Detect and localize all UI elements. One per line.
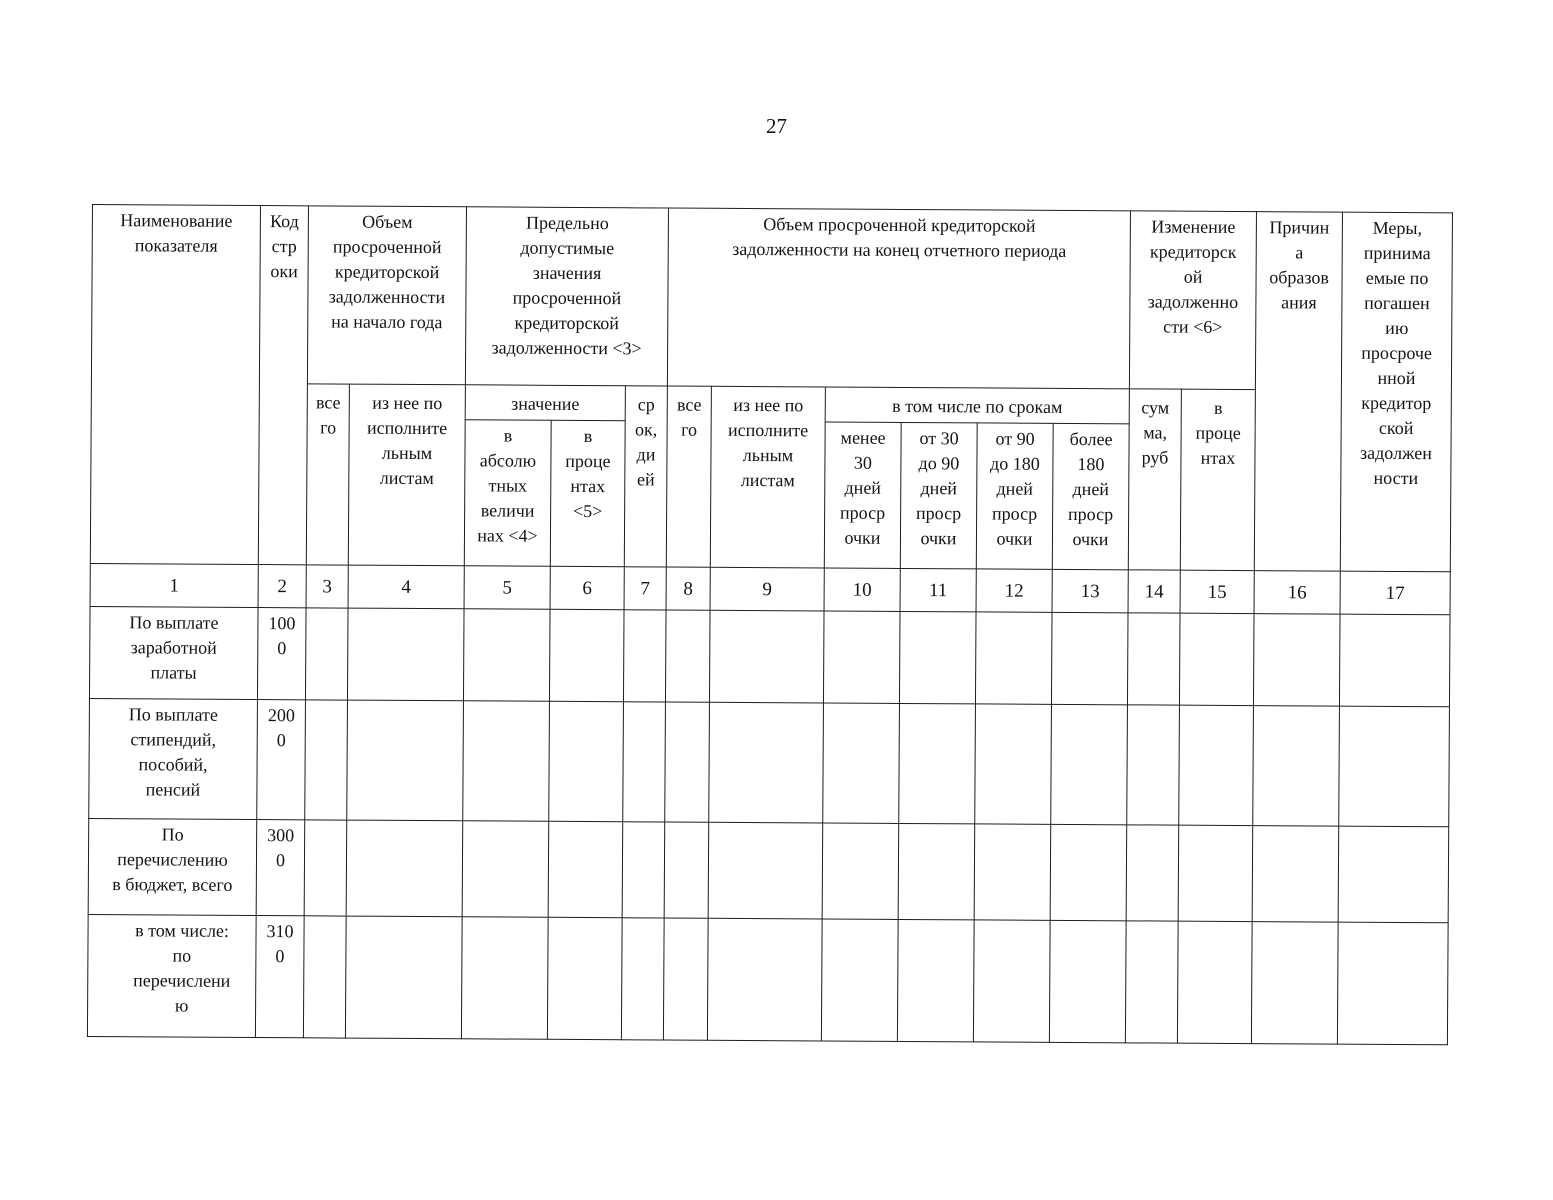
- table-row: [89, 698, 1450, 826]
- empty-cell: [897, 919, 974, 1041]
- empty-cell: [461, 917, 548, 1040]
- empty-cell: [1339, 614, 1450, 707]
- empty-cell: [823, 703, 900, 823]
- header-limit-values: Предельно допустимые значения просроченной кредиторской задолженности <3>: [465, 207, 668, 386]
- column-number: 7: [624, 567, 666, 610]
- empty-cell: [823, 611, 900, 703]
- empty-cell: [346, 820, 463, 917]
- row-name: По выплате заработной платы: [89, 606, 258, 699]
- empty-cell: [1253, 614, 1340, 707]
- row-code: 100 0: [257, 608, 306, 700]
- column-number: 12: [976, 569, 1052, 612]
- empty-cell: [1253, 706, 1340, 827]
- empty-cell: [1179, 613, 1254, 705]
- column-number: 6: [550, 566, 624, 609]
- header-30-90-days: от 30 до 90 дней проср очки: [900, 422, 977, 568]
- column-number: 16: [1254, 571, 1340, 615]
- header-change: Изменение кредиторск ой задолженно сти <6>: [1129, 211, 1256, 390]
- header-total-start: все го: [306, 384, 349, 565]
- empty-cell: [548, 821, 623, 917]
- column-number: 11: [900, 568, 976, 611]
- empty-cell: [1177, 921, 1252, 1043]
- header-sum: сум ма, руб: [1128, 389, 1181, 570]
- header-percent-change: в проце нтах: [1180, 389, 1255, 570]
- empty-cell: [1126, 825, 1179, 921]
- empty-cell: [622, 822, 665, 918]
- empty-cell: [975, 704, 1052, 824]
- empty-cell: [899, 611, 976, 703]
- empty-cell: [463, 609, 550, 702]
- empty-cell: [973, 920, 1050, 1042]
- empty-cell: [665, 610, 710, 702]
- empty-cell: [1050, 824, 1127, 920]
- empty-cell: [665, 702, 710, 822]
- column-number: 9: [710, 567, 824, 611]
- table-row: [89, 606, 1450, 706]
- table-row: [87, 914, 1448, 1044]
- header-writs-end: из нее по исполните льным листам: [710, 386, 825, 568]
- empty-cell: [623, 702, 666, 822]
- header-value: значение: [465, 385, 625, 421]
- empty-cell: [621, 918, 664, 1040]
- empty-cell: [623, 610, 666, 702]
- empty-cell: [822, 823, 899, 919]
- column-number: 10: [824, 568, 900, 611]
- header-percent-limit: в проце нтах <5>: [550, 420, 625, 566]
- empty-cell: [663, 918, 708, 1040]
- header-by-terms: в том числе по срокам: [825, 387, 1129, 424]
- empty-cell: [898, 823, 975, 919]
- empty-cell: [549, 701, 624, 821]
- empty-cell: [899, 703, 976, 823]
- row-code: 200 0: [257, 700, 306, 820]
- empty-cell: [975, 612, 1052, 704]
- header-volume-end: Объем просроченной кредиторской задолженности на конец отчетного периода: [667, 208, 1130, 389]
- empty-cell: [1252, 826, 1339, 923]
- row-code: 300 0: [256, 820, 305, 916]
- header-over-180-days: более 180 дней проср очки: [1052, 423, 1129, 569]
- empty-cell: [549, 609, 624, 701]
- empty-cell: [1178, 825, 1253, 921]
- empty-cell: [304, 820, 347, 916]
- empty-cell: [664, 822, 709, 918]
- empty-cell: [303, 916, 346, 1038]
- header-volume-start: Объем просроченной кредиторской задолженности на начало года: [307, 206, 466, 385]
- empty-cell: [463, 701, 550, 822]
- empty-cell: [821, 919, 898, 1041]
- empty-cell: [1051, 704, 1128, 824]
- empty-cell: [1125, 921, 1178, 1043]
- header-writs-start: из нее по исполните льным листам: [348, 384, 465, 566]
- column-number: 4: [348, 565, 464, 609]
- empty-cell: [1179, 705, 1254, 825]
- header-measures: Меры, принима емые по погашен ию просроче нной кредитор ской задолжен ности: [1340, 212, 1452, 572]
- empty-cell: [709, 702, 824, 823]
- header-term: ср ок, ди ей: [624, 386, 667, 567]
- header-total-end: все го: [666, 386, 711, 567]
- empty-cell: [708, 822, 823, 919]
- empty-cell: [347, 700, 464, 821]
- column-number: 1: [90, 563, 258, 607]
- empty-cell: [1049, 920, 1126, 1042]
- table-row: [88, 818, 1449, 922]
- empty-cell: [462, 821, 549, 918]
- empty-cell: [1339, 706, 1450, 827]
- column-number: 14: [1128, 570, 1180, 613]
- header-name: Наименование показателя: [90, 205, 260, 565]
- empty-cell: [1338, 826, 1449, 923]
- row-name: в том числе: по перечислени ю: [87, 914, 256, 1037]
- empty-cell: [305, 608, 348, 700]
- header-less-30-days: менее 30 дней проср очки: [824, 422, 901, 568]
- page-number: 27: [766, 114, 787, 138]
- header-cause: Причин а образов ания: [1254, 212, 1342, 572]
- empty-cell: [347, 608, 464, 701]
- overdue-payables-table: [87, 204, 1453, 1045]
- row-code: 310 0: [255, 916, 304, 1038]
- column-number: 13: [1052, 569, 1128, 612]
- empty-cell: [707, 918, 822, 1041]
- column-number: 8: [666, 567, 710, 610]
- column-number: 15: [1180, 570, 1254, 613]
- empty-cell: [974, 824, 1051, 920]
- column-number: 5: [464, 566, 550, 610]
- empty-cell: [305, 700, 348, 820]
- empty-cell: [1127, 705, 1180, 825]
- empty-cell: [709, 610, 824, 703]
- empty-cell: [1051, 612, 1128, 704]
- column-number: 17: [1340, 571, 1450, 615]
- header-90-180-days: от 90 до 180 дней проср очки: [976, 423, 1053, 569]
- empty-cell: [1127, 613, 1180, 705]
- empty-cell: [547, 917, 622, 1039]
- column-number: 2: [258, 565, 306, 608]
- column-number: 3: [306, 565, 348, 608]
- empty-cell: [345, 916, 462, 1039]
- header-code: Код стр оки: [258, 206, 308, 565]
- row-name: По перечислению в бюджет, всего: [88, 818, 257, 915]
- empty-cell: [1337, 922, 1448, 1045]
- empty-cell: [1251, 922, 1338, 1045]
- header-absolute: в абсолю тных величи нах <4>: [464, 420, 551, 567]
- row-name: По выплате стипендий, пособий, пенсий: [89, 698, 258, 819]
